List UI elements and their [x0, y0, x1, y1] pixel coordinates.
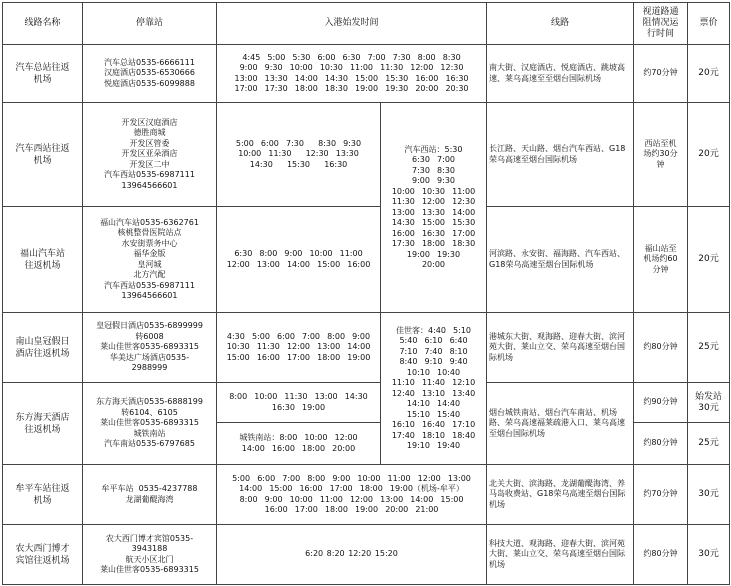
route-description: 烟台城铁南站、烟台汽车南站、机场路、荣乌高速福莱疏港入口、莱乌高速至烟台国际机场	[487, 383, 634, 465]
departure-times: 城铁南站：8:00 10:00 12:00 14:00 16:00 18:00 20:00	[217, 423, 381, 465]
header-route: 线路	[487, 3, 634, 45]
route-description: 南大街、汉庭酒店、悦庭酒店、跳坡高速、莱乌高速至至烟台国际机场	[487, 45, 634, 103]
route-name: 福山汽车站 往返机场	[3, 207, 83, 313]
travel-duration: 约80分钟	[634, 423, 688, 465]
departure-times: 5:00 6:00 7:30 8:30 9:30 10:00 11:30 12:30 13:30 14:30 15:30 16:30	[217, 103, 381, 207]
ticket-price: 20元	[688, 103, 730, 207]
route-description: 河滨路、永安街、福海路、汽车西站、G18荣乌高速至烟台国际机场	[487, 207, 634, 313]
route-name: 农大西门博才 宾馆往返机场	[3, 525, 83, 585]
route-name: 汽车总站往返 机场	[3, 45, 83, 103]
stops-cell: 福山汽车站0535-6362761 核桃整骨医院站点 水安街票务中心 福华金版 皇河城 北方汽配 汽车西站0535-6987111 13964566601	[83, 207, 217, 313]
ticket-price: 30元	[688, 465, 730, 525]
ticket-price: 30元	[688, 525, 730, 585]
table-row	[3, 207, 730, 313]
ticket-price: 20元	[688, 207, 730, 313]
departure-times: 6:30 8:00 9:00 10:00 11:00 12:00 13:00 14:00 15:00 16:00	[217, 207, 381, 313]
departure-times: 4:45 5:00 5:30 6:00 6:30 7:00 7:30 8:00 8:30 9:00 9:30 10:00 10:30 11:00 11:30 12:00 12:30 13:00 13:30 14:00 14:30 15:00 15:30 16:00 16:30 17:00 17:30 18:00 18:30 19:00 19:30 20:00 20:30	[217, 45, 487, 103]
departure-times: 4:30 5:00 6:00 7:00 8:00 9:00 10:30 11:30 12:00 13:00 14:00 15:00 16:00 17:00 18:00 19:00	[217, 313, 381, 383]
route-name: 汽车西站往返 机场	[3, 103, 83, 207]
stops-cell: 皇冠假日酒店0535-6899999 转6008 莱山佳世客0535-6893315 华美达广场酒店0535- 2988999	[83, 313, 217, 383]
travel-duration: 福山站至 机场约60 分钟	[634, 207, 688, 313]
header-departure-times: 入港始发时间	[217, 3, 487, 45]
ticket-price: 25元	[688, 313, 730, 383]
departure-times: 8:00 10:00 11:30 13:00 14:30 16:30 19:00	[217, 383, 381, 423]
stops-cell: 农大西门博才宾馆0535- 3943188 航天小区北门 莱山佳世客0535-6893315	[83, 525, 217, 585]
route-description: 科技大道、观海路、迎春大街、滨河苑大街、莱山立交、荣乌高速至烟台国际机场	[487, 525, 634, 585]
table-row	[3, 465, 730, 525]
stops-cell: 汽车总站0535-6666111 汉庭酒店0535-6530666 悦庭酒店0535-6099888	[83, 45, 217, 103]
route-description: 港城东大街、观海路、迎春大街、滨河苑大街、莱山立交、荣乌高速至烟台国际机场	[487, 313, 634, 383]
bus-schedule-table	[2, 2, 730, 585]
table-row	[3, 525, 730, 585]
route-name: 南山皇冠假日 酒店往返机场	[3, 313, 83, 383]
ticket-price: 25元	[688, 423, 730, 465]
route-description: 长江路、天山路、烟台汽车西站、G18荣乌高速至烟台国际机场	[487, 103, 634, 207]
table-row	[3, 45, 730, 103]
travel-duration: 约90分钟	[634, 383, 688, 423]
route-name: 东方海天酒店 往返机场	[3, 383, 83, 465]
route-description: 北关大街、滨海路、龙湖葡醍海湾、养马岛收费站、G18荣乌高速至烟台国际机场	[487, 465, 634, 525]
travel-duration: 约70分钟	[634, 45, 688, 103]
header-duration: 视道路通 阻情况运 行时间	[634, 3, 688, 45]
ticket-price: 始发站 30元	[688, 383, 730, 423]
table-row	[3, 103, 730, 207]
header-price: 票价	[688, 3, 730, 45]
jiashike-departure-times: 佳世客：4:40 5:10 5:40 6:10 6:40 7:10 7:40 8:10 8:40 9:10 9:40 10:10 10:40 11:10 11:40 12:10 12:40 13:10 13:40 14:10 14:40 15:10 15:40 16:10 16:40 17:10 17:40 18:10 18:40 19:10 19:40	[381, 313, 487, 465]
stops-cell: 开发区汉庭酒店 德胜商城 开发区管委 开发区亚朵酒店 开发区二中 汽车西站0535-6987111 13964566601	[83, 103, 217, 207]
header-row	[3, 3, 730, 45]
route-name: 牟平车站往返 机场	[3, 465, 83, 525]
header-stops: 停靠站	[83, 3, 217, 45]
ticket-price: 20元	[688, 45, 730, 103]
table-row	[3, 313, 730, 383]
departure-times: 5:00 6:00 7:00 8:00 9:00 10:00 11:00 12:00 13:00 14:00 15:00 16:00 17:00 18:00 19:00（机场-牟平） 8:00 9:00 10:00 11:00 12:00 13:00 14:00 15:00 16:00 17:00 18:00 19:00 20:00 21:00	[217, 465, 487, 525]
travel-duration: 约80分钟	[634, 313, 688, 383]
travel-duration: 约80分钟	[634, 525, 688, 585]
table-row	[3, 383, 730, 423]
stops-cell: 东方海天酒店0535-6888199 转6104、6105 莱山佳世客0535-6893315 城铁南站 汽车南站0535-6797685	[83, 383, 217, 465]
xizhan-departure-times: 汽车西站：5:30 6:30 7:00 7:30 8:30 9:00 9:30 10:00 10:30 11:00 11:30 12:00 12:30 13:00 13:30 14:00 14:30 15:00 15:30 16:00 16:30 17:00 17:30 18:00 18:30 19:00 19:30 20:00	[381, 103, 487, 313]
travel-duration: 约70分钟	[634, 465, 688, 525]
departure-times: 6:20 8:20 12:20 15:20	[217, 525, 487, 585]
travel-duration: 西站至机 场约30分 钟	[634, 103, 688, 207]
stops-cell: 牟平车站 0535-4237788 龙湖葡醍海湾	[83, 465, 217, 525]
header-route-name: 线路名称	[3, 3, 83, 45]
